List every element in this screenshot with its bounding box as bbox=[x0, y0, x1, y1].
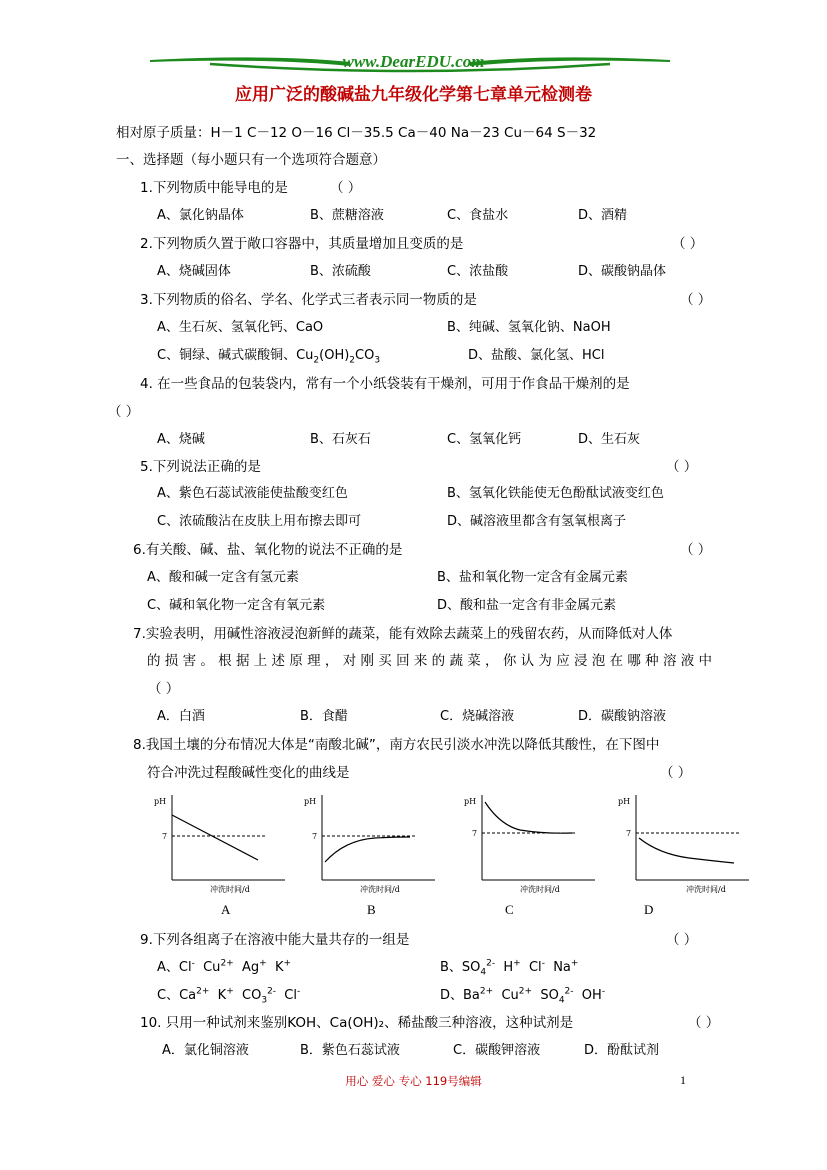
q8-stem-line2: 符合冲洗过程酸碱性变化的曲线是 bbox=[147, 765, 350, 781]
q4-stem: 4. 在一些食品的包装袋内，常有一个小纸袋装有干燥剂，可用于作食品干燥剂的是 bbox=[140, 376, 630, 392]
q9-stem: 9.下列各组离子在溶液中能大量共存的一组是 bbox=[140, 932, 410, 948]
graph-c-xlabel: 冲洗时间/d bbox=[520, 885, 560, 894]
page-number: 1 bbox=[680, 1073, 686, 1087]
q7-option-a: A．白酒 bbox=[157, 709, 205, 724]
page-title: 应用广泛的酸碱盐九年级化学第七章单元检测卷 bbox=[235, 85, 592, 105]
q10-option-c: C．碳酸钾溶液 bbox=[453, 1043, 541, 1058]
q9-option-b: B、$SO_4^{2-}$ H+ Cl- Na+ bbox=[440, 958, 579, 978]
q2-stem: 2.下列物质久置于敞口容器中，其质量增加且变质的是 bbox=[140, 236, 464, 252]
graph-d-seven: 7 bbox=[626, 829, 632, 838]
q3-option-c: C、铜绿、碱式碳酸铜、$Cu_2(OH)_2CO_3$ bbox=[157, 348, 381, 366]
q1-paren: （ ） bbox=[330, 180, 362, 196]
q4-option-b: B、石灰石 bbox=[310, 432, 371, 447]
graph-b-xlabel: 冲洗时间/d bbox=[360, 885, 400, 894]
q3-option-b: B、纯碱、氢氧化钠、NaOH bbox=[447, 320, 611, 335]
graph-a-seven: 7 bbox=[162, 832, 168, 841]
q10-stem: 10. 只用一种试剂来鉴别KOH、Ca(OH)₂、稀盐酸三种溶液，这种试剂是 bbox=[140, 1015, 574, 1031]
graph-b-seven: 7 bbox=[312, 832, 318, 841]
q3-option-a: A、生石灰、氢氧化钙、CaO bbox=[157, 320, 324, 335]
q6-stem: 6.有关酸、碱、盐、氧化物的说法不正确的是 bbox=[133, 542, 403, 558]
q3-stem: 3.下列物质的俗名、学名、化学式三者表示同一物质的是 bbox=[140, 292, 477, 308]
q2-option-a: A、烧碱固体 bbox=[157, 264, 231, 279]
graph-a-xlabel: 冲洗时间/d bbox=[210, 885, 250, 894]
graph-d-ylabel: pH bbox=[618, 797, 631, 806]
q4-option-d: D、生石灰 bbox=[578, 432, 641, 447]
graph-c-seven: 7 bbox=[472, 829, 478, 838]
q5-option-b: B、氢氧化铁能使无色酚酞试液变红色 bbox=[447, 486, 664, 501]
q3-paren: （ ） bbox=[680, 292, 712, 308]
q10-option-d: D．酚酞试剂 bbox=[584, 1043, 660, 1058]
q5-option-d: D、碱溶液里都含有氢氧根离子 bbox=[447, 514, 627, 529]
q7-paren: （ ） bbox=[148, 681, 180, 697]
q9-option-d: D、$Ba^{2+}$ $Cu^{2+}$ $SO_4^{2-}$ OH- bbox=[440, 986, 606, 1006]
q2-option-c: C、浓盐酸 bbox=[447, 264, 509, 279]
q2-option-d: D、碳酸钠晶体 bbox=[578, 264, 667, 279]
footer-text: 用心 爱心 专心 119号编辑 bbox=[345, 1074, 482, 1088]
q4-option-a: A、烧碱 bbox=[157, 432, 205, 447]
atomic-mass-line: 相对原子质量：H－1 C－12 O－16 Cl－35.5 Ca－40 Na－23 Cu－64 S－32 bbox=[116, 125, 597, 141]
q6-option-d: D、酸和盐一定含有非金属元素 bbox=[437, 598, 617, 613]
q6-paren: （ ） bbox=[680, 542, 712, 558]
q7-option-d: D．碳酸钠溶液 bbox=[578, 709, 667, 724]
q5-option-c: C、浓硫酸沾在皮肤上用布擦去即可 bbox=[157, 514, 362, 529]
q10-option-a: A．氯化铜溶液 bbox=[162, 1043, 249, 1058]
q10-option-b: B．紫色石蕊试液 bbox=[300, 1043, 400, 1058]
q5-stem: 5.下列说法正确的是 bbox=[140, 459, 261, 475]
q5-option-a: A、紫色石蕊试液能使盐酸变红色 bbox=[157, 486, 348, 501]
graph-c bbox=[460, 790, 600, 900]
q1-option-d: D、酒精 bbox=[578, 208, 628, 223]
q10-paren: （ ） bbox=[688, 1015, 720, 1031]
q7-stem-line1: 7.实验表明，用碱性溶液浸泡新鲜的蔬菜，能有效除去蔬菜上的残留农药，从而降低对人体 bbox=[133, 626, 673, 642]
q7-option-b: B．食醋 bbox=[300, 709, 348, 724]
q4-option-c: C、氢氧化钙 bbox=[447, 432, 522, 447]
q9-option-a: A、Cl- $Cu^{2+}$ Ag+ K+ bbox=[157, 958, 292, 975]
graph-label-c: C bbox=[505, 902, 514, 917]
q2-option-b: B、浓硫酸 bbox=[310, 264, 371, 279]
q1-option-a: A、氯化钠晶体 bbox=[157, 208, 244, 223]
q5-paren: （ ） bbox=[666, 459, 698, 475]
q9-paren: （ ） bbox=[666, 932, 698, 948]
q7-stem-line2: 的 损 害 。 根 据 上 述 原 理 ， 对 刚 买 回 来 的 蔬 菜 ， 你 认 为 应 浸 泡 在 哪 种 溶 液 中 bbox=[147, 653, 713, 669]
q6-option-b: B、盐和氧化物一定含有金属元素 bbox=[437, 570, 628, 585]
graph-label-b: B bbox=[367, 902, 376, 917]
q1-stem: 1.下列物质中能导电的是 bbox=[140, 180, 288, 196]
q6-option-c: C、碱和氧化物一定含有氧元素 bbox=[147, 598, 326, 613]
graph-d bbox=[614, 790, 754, 900]
q8-paren: （ ） bbox=[660, 765, 692, 781]
graph-a bbox=[150, 790, 290, 900]
graph-label-a: A bbox=[221, 902, 231, 917]
q8-stem-line1: 8.我国土壤的分布情况大体是“南酸北碱”，南方农民引淡水冲洗以降低其酸性，在下图中 bbox=[133, 737, 660, 753]
q9-option-c: C、$Ca^{2+}$ K+ $CO_3^{2-}$ Cl- bbox=[157, 986, 301, 1006]
graph-c-ylabel: pH bbox=[464, 797, 477, 806]
q4-paren: （ ） bbox=[108, 404, 140, 420]
graph-b-ylabel: pH bbox=[304, 797, 317, 806]
q1-option-c: C、食盐水 bbox=[447, 208, 509, 223]
graph-b bbox=[300, 790, 440, 900]
q1-option-b: B、蔗糖溶液 bbox=[310, 208, 384, 223]
site-name: www.DearEDU.com bbox=[342, 52, 485, 71]
q3-option-d: D、盐酸、氯化氢、HCl bbox=[468, 348, 605, 363]
graph-label-d: D bbox=[644, 902, 654, 917]
q6-option-a: A、酸和碱一定含有氢元素 bbox=[147, 570, 299, 585]
section-heading: 一、选择题（每小题只有一个选项符合题意） bbox=[116, 152, 386, 168]
graph-d-xlabel: 冲洗时间/d bbox=[686, 885, 726, 894]
q2-paren: （ ） bbox=[672, 236, 704, 252]
graph-a-ylabel: pH bbox=[154, 797, 167, 806]
q7-option-c: C．烧碱溶液 bbox=[440, 709, 515, 724]
